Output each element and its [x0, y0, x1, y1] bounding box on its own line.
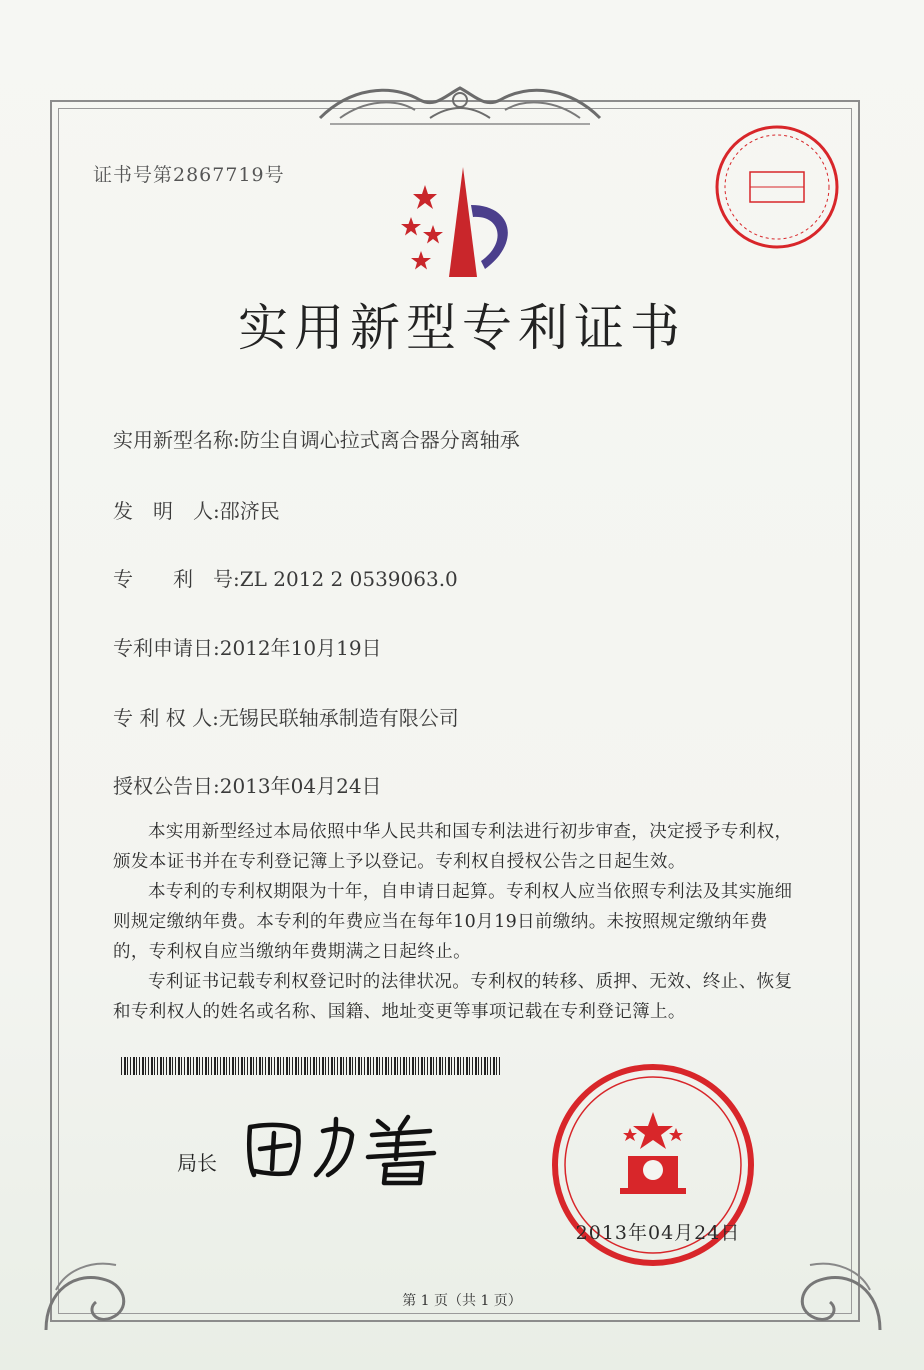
field-utility-model-name [113, 424, 520, 453]
field-value: 2012年10月19日 [219, 636, 382, 660]
field-inventor [113, 495, 280, 524]
field-value: 邵济民 [219, 499, 280, 523]
field-label: 专利申请日: [113, 636, 220, 660]
seal-date: 2013年04月24日 [575, 1222, 741, 1244]
field-value: 2013年04月24日 [219, 774, 382, 798]
paragraph: 专利证书记载专利权登记时的法律状况。专利权的转移、质押、无效、终止、恢复和专利权人的姓名或名称、国籍、地址变更等事项记载在专利登记簿上。 [113, 972, 793, 1022]
field-label: 专 利 权 人: [113, 706, 219, 730]
field-label: 授权公告日: [113, 774, 220, 798]
field-value: ZL 2012 2 0539063.0 [239, 567, 458, 591]
paragraph: 本实用新型经过本局依照中华人民共和国专利法进行初步审查，决定授予专利权，颁发本证书并在专利登记簿上予以登记。专利权自授权公告之日起生效。 [113, 822, 793, 872]
director-label: 局长 [177, 1151, 217, 1175]
field-label: 发 明 人: [113, 499, 220, 523]
bottom-left-ornament-icon [36, 1230, 146, 1340]
page-number: 第 1 页（共 1 页） [402, 1293, 522, 1309]
field-patentee [113, 702, 459, 731]
patent-office-small-seal-icon [710, 120, 845, 255]
field-value: 无锡民联轴承制造有限公司 [218, 706, 459, 730]
field-value: 防尘自调心拉式离合器分离轴承 [239, 428, 520, 452]
certificate-title: 实用新型专利证书 [238, 299, 686, 357]
top-ornament-icon [310, 78, 610, 130]
field-label: 实用新型名称: [113, 428, 240, 452]
barcode [121, 1057, 501, 1075]
field-patent-number [113, 563, 458, 592]
body-text [113, 817, 803, 1027]
certificate-number: 证书号第2867719号 [93, 164, 285, 186]
patent-office-logo-icon [385, 165, 525, 285]
field-label: 专 利 号: [113, 567, 240, 591]
field-grant-date [113, 770, 382, 799]
bottom-right-ornament-icon [780, 1230, 890, 1340]
director-signature-icon [238, 1105, 448, 1190]
field-application-date [113, 632, 382, 661]
paragraph: 本专利的专利权期限为十年，自申请日起算。专利权人应当依照专利法及其实施细则规定缴纳年费。本专利的年费应当在每年10月19日前缴纳。未按照规定缴纳年费的，专利权自应当缴纳年费期满之日起终止。 [113, 882, 793, 962]
